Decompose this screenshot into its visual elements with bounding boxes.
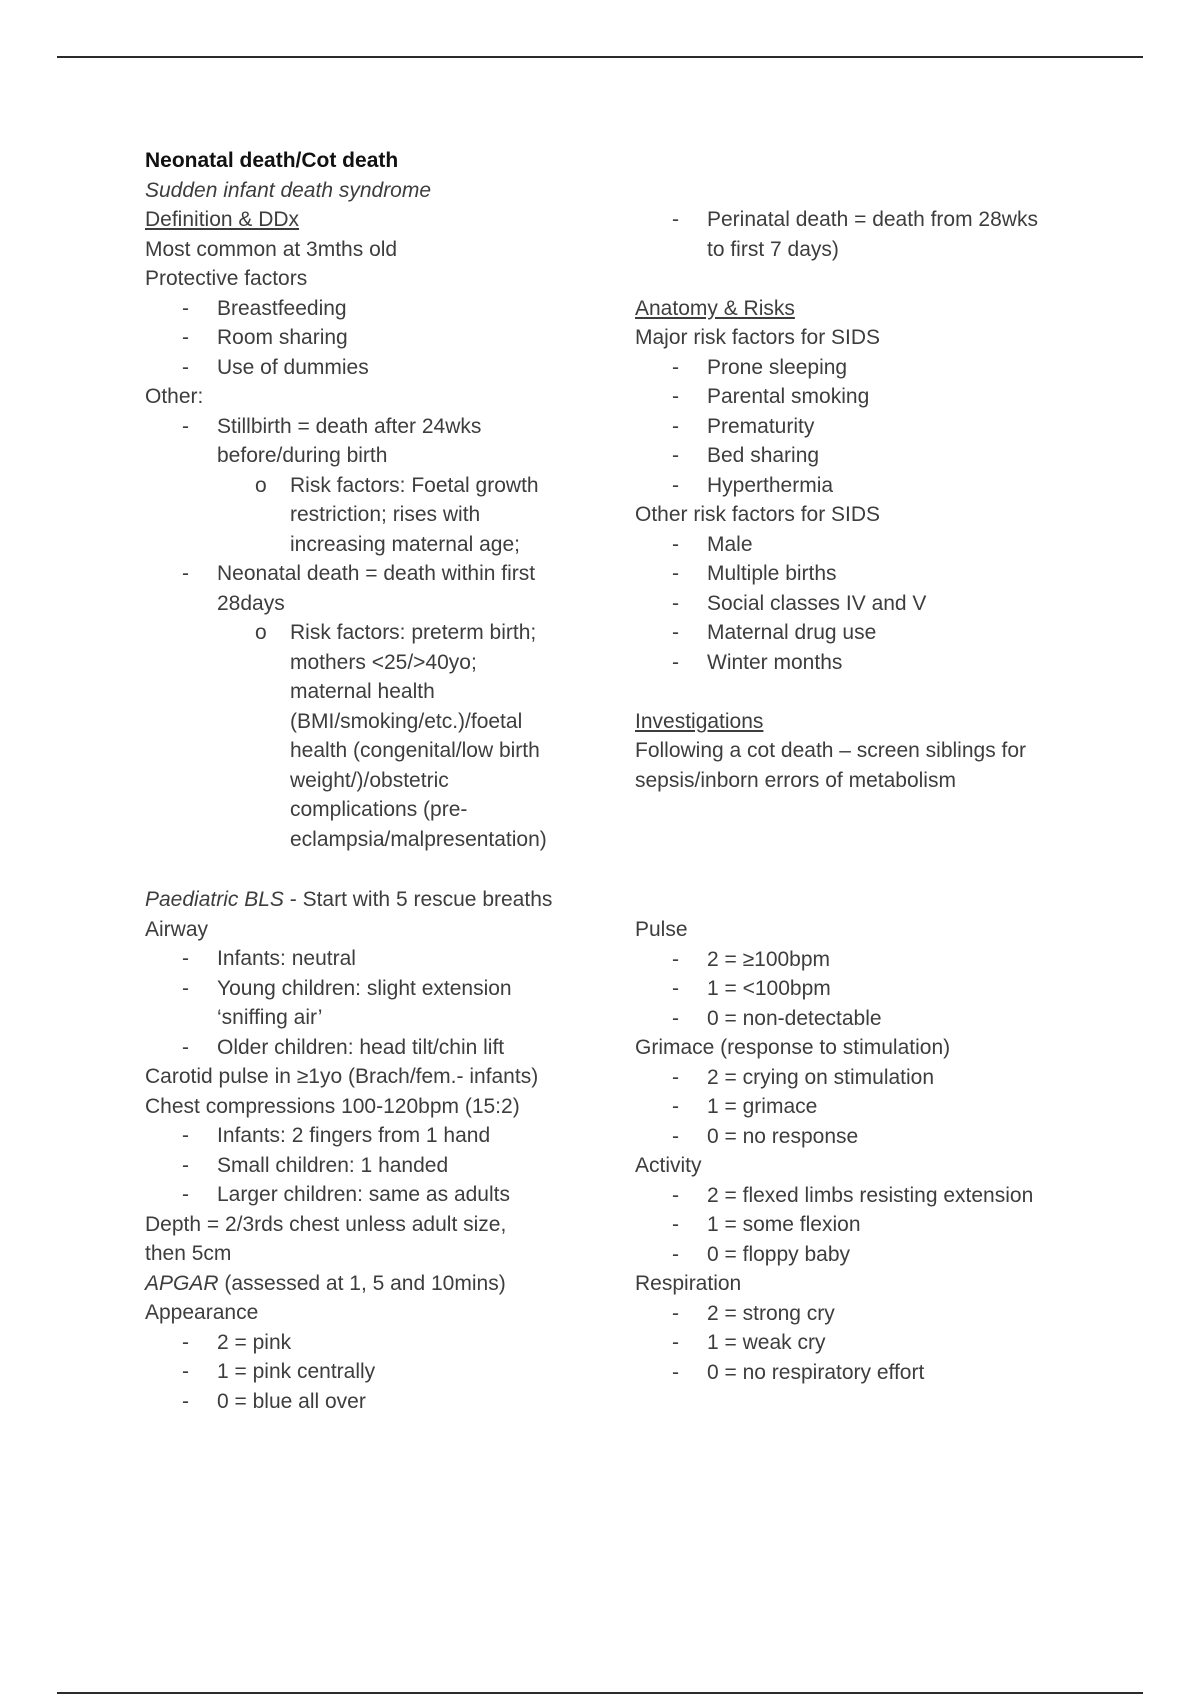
list-item: - Parental smoking — [672, 385, 870, 408]
list-item: - 0 = blue all over — [182, 1389, 366, 1413]
airway-label: Airway — [145, 917, 209, 941]
other-risk-label: Other risk factors for SIDS — [635, 503, 881, 526]
list-item: - Use of dummies — [182, 355, 369, 379]
grimace-label: Grimace (response to stimulation) — [635, 1036, 951, 1059]
sub-list-item: o Risk factors: Foetal growth — [255, 473, 539, 497]
protective-label: Protective factors — [145, 267, 308, 290]
list-item: - Male — [672, 532, 753, 556]
compressions-text: Chest compressions 100-120bpm (15:2) — [145, 1094, 520, 1118]
most-common-text: Most common at 3mths old — [145, 237, 398, 261]
top-rule — [57, 56, 1143, 58]
list-item-perinatal: - Perinatal death = death from 28wks — [672, 208, 1038, 231]
list-item: - Breastfeeding — [182, 296, 347, 320]
list-item-neonatal: - Neonatal death = death within first — [182, 562, 536, 585]
list-item: - 0 = floppy baby — [672, 1242, 851, 1266]
list-item: - Room sharing — [182, 326, 348, 349]
list-item: - Social classes IV and V — [672, 591, 927, 615]
list-item: - Prematurity — [672, 414, 815, 438]
list-item: - 2 = ≥100bpm — [672, 947, 831, 971]
page-title: Neonatal death/Cot death — [145, 149, 399, 172]
list-item: - Maternal drug use — [672, 621, 877, 644]
other-label: Other: — [145, 385, 204, 408]
left-column-top: Neonatal death/Cot death Sudden infant death syndrome Definition & DDx Most common at 3mths old Protective factors - Breastfeeding - Room sharing - Use of dummies Other: - Stillbirth = death after 24wks before/during birth o Risk factors: Foetal growth restriction; rises with increasing maternal age; - Neonatal death = death within first 28days o Risk factors: preterm birth; mothers <25/>40yo; maternal health (BMI/smoking/etc.)/foetal health (congenital/low birth weight/)/obstetric complications (pre- eclampsia/malpresentation) — [145, 146, 547, 854]
list-item: - 1 = grimace — [672, 1095, 818, 1118]
list-item: - Infants: 2 fingers from 1 hand — [182, 1124, 491, 1147]
list-item: - 2 = strong cry — [672, 1301, 835, 1325]
sub-list-item: o Risk factors: preterm birth; — [255, 621, 537, 644]
list-item: - Older children: head tilt/chin lift — [182, 1035, 505, 1059]
list-item: - Infants: neutral — [182, 947, 356, 970]
left-column-bottom: Paediatric BLS - Start with 5 rescue breaths Airway - Infants: neutral - Young children: slight extension ‘sniffing air’ - Older children: head tilt/chin lift Carotid pulse in ≥1yo (Brach/fem.- infants) Chest compressions 100-120bpm (15:2) - Infants: 2 fingers from 1 hand - Small children: 1 handed - Larger children: same as adults Depth = 2/3rds chest unless adult size, then 5cm APGAR (assessed at 1, 5 and 10mins) Appearance - 2 = pink - 1 = pink centrally - 0 = blue all over — [145, 885, 552, 1416]
investigations-heading: Investigations — [635, 709, 764, 733]
activity-label: Activity — [635, 1154, 702, 1177]
list-item: - Hyperthermia — [672, 473, 834, 497]
list-item: - 0 = non-detectable — [672, 1006, 882, 1030]
list-item: - 1 = weak cry — [672, 1331, 826, 1354]
depth-text: Depth = 2/3rds chest unless adult size, — [145, 1212, 507, 1236]
list-item: - 2 = crying on stimulation — [672, 1065, 935, 1089]
list-item: - Prone sleeping — [672, 355, 848, 379]
definition-heading: Definition & DDx — [145, 208, 300, 231]
list-item: - 1 = <100bpm — [672, 977, 831, 1000]
right-column-bottom — [635, 915, 1033, 1387]
list-item: - Small children: 1 handed — [182, 1153, 449, 1177]
list-item: - Bed sharing — [672, 444, 820, 467]
list-item: - 1 = some flexion — [672, 1213, 861, 1236]
investigations-text: Following a cot death – screen siblings for — [635, 739, 1027, 762]
carotid-text: Carotid pulse in ≥1yo (Brach/fem.- infants) — [145, 1065, 539, 1088]
appearance-label: Appearance — [145, 1301, 259, 1324]
list-item: - Multiple births — [672, 562, 837, 585]
list-item-stillbirth: - Stillbirth = death after 24wks — [182, 414, 482, 438]
bls-heading: Paediatric BLS - Start with 5 rescue breaths — [145, 888, 553, 911]
right-column-top: - Perinatal death = death from 28wks to first 7 days) Anatomy & Risks Major risk factors for SIDS - Prone sleeping - Parental smoking - Prematurity - Bed sharing - Hyperthermia Other risk factors for SIDS - Male - Multiple births - Social classes IV and V - Maternal drug use - Winter months Investigations Following a cot death – screen siblings for sepsis/inborn errors of metabolism — [635, 205, 1038, 795]
page-subtitle: Sudden infant death syndrome — [145, 178, 432, 202]
list-item: - Larger children: same as adults — [182, 1183, 510, 1206]
list-item: - Young children: slight extension — [182, 976, 512, 1000]
list-item: - 2 = pink — [182, 1330, 292, 1354]
bottom-rule — [57, 1692, 1143, 1694]
list-item: - 0 = no respiratory effort — [672, 1360, 925, 1384]
pulse-label: Pulse — [635, 918, 688, 941]
list-item: - 2 = flexed limbs resisting extension — [672, 1183, 1034, 1207]
list-item: - 0 = no response — [672, 1124, 859, 1148]
anatomy-heading: Anatomy & Risks — [635, 296, 795, 320]
list-item: - Winter months — [672, 650, 843, 674]
major-risk-label: Major risk factors for SIDS — [635, 326, 881, 349]
apgar-heading: APGAR (assessed at 1, 5 and 10mins) — [145, 1271, 506, 1295]
respiration-label: Respiration — [635, 1272, 742, 1295]
list-item: - 1 = pink centrally — [182, 1360, 376, 1383]
